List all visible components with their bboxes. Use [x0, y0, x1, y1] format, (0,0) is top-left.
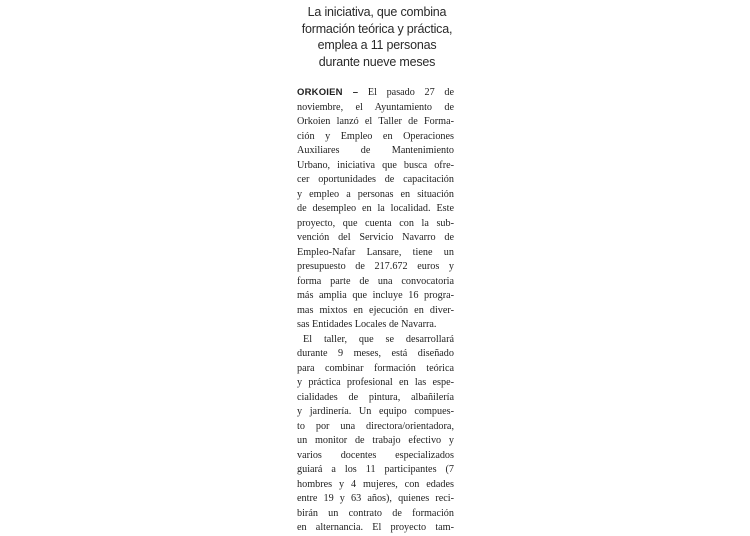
article-line: forma parte de una convocatoria [297, 275, 454, 287]
article-line: y práctica profesional en las espe- [297, 377, 454, 388]
article-line: presupuesto de 217.672 euros y [297, 261, 454, 272]
article-line: y jardinería. Un equipo compues- [297, 406, 454, 417]
article-line: entre 19 y 63 años), quienes reci- [297, 493, 454, 504]
article-line: en alternancia. El proyecto tam- [297, 522, 454, 533]
article-line: sas Entidades Locales de Navarra. [297, 319, 437, 330]
article-line: ción y Empleo en Operaciones [297, 130, 454, 142]
article-dateline: ORKOIEN – [297, 87, 359, 98]
article-subheadline [282, 4, 472, 70]
article-line: más amplia que incluye 16 progra- [297, 290, 454, 301]
article-line: noviembre, el Ayuntamiento de [297, 101, 454, 113]
article-line: un monitor de trabajo efectivo y [297, 435, 454, 446]
subheadline-line: La iniciativa, que combina [307, 5, 447, 19]
article-line: El taller, que se desarrollará [303, 333, 454, 345]
article-line: proyecto, que cuenta con la sub- [297, 217, 454, 229]
article-line: cialidades de pintura, albañilería [297, 391, 454, 403]
article-line: hombres y 4 mujeres, con edades [297, 478, 454, 490]
article-line: guiará a los 11 participantes (7 [297, 464, 454, 475]
article-line-text: El pasado 27 de [358, 87, 454, 98]
article-line-first [297, 86, 454, 101]
article-line: cer oportunidades de capacitación [297, 174, 454, 185]
article-line: y empleo a personas en situación [297, 188, 454, 200]
article-line: Empleo-Nafar Lansare, tiene un [297, 246, 454, 258]
subheadline-line: formación teórica y práctica, [301, 21, 453, 36]
subheadline-line: emplea a 11 personas [317, 38, 437, 52]
article-line: mas mixtos en ejecución en diver- [297, 304, 454, 316]
article-line: vención del Servicio Navarro de [297, 232, 454, 243]
subheadline-line: durante nueve meses [318, 54, 436, 69]
article-line: Auxiliares de Mantenimiento [297, 145, 454, 156]
article-line: varios docentes especializados [297, 449, 454, 461]
article-line: birán un contrato de formación [297, 507, 454, 519]
article-line: durante 9 meses, está diseñado [297, 348, 454, 359]
article-line: de desempleo en la localidad. Este [297, 203, 454, 214]
article-line: Urbano, iniciativa que busca ofre- [297, 159, 454, 171]
article-line: to por una directora/orientadora, [297, 420, 454, 432]
article-line: para combinar formación teórica [297, 362, 454, 374]
article-body [297, 86, 454, 536]
article-line: Orkoien lanzó el Taller de Forma- [297, 116, 454, 127]
